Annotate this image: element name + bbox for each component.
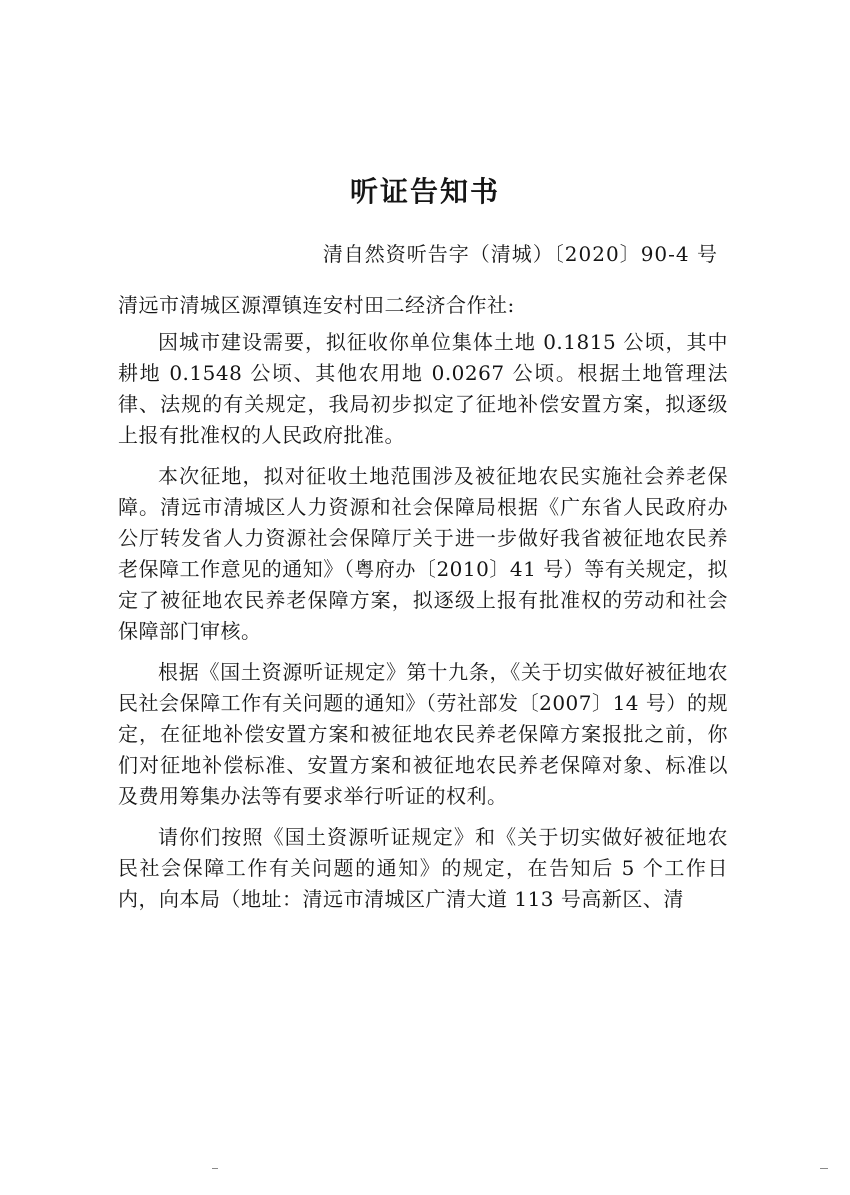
paragraph-2: 本次征地，拟对征收土地范围涉及被征地农民实施社会养老保障。清远市清城区人力资源和社会保障局根据《广东省人民政府办公厅转发省人力资源社会保障厅关于进一步做好我省被征地农民养老保障工作意见的通知》（粤府办〔2010〕41 号）等有关规定，拟定了被征地农民养老保障方案，拟逐级上报有批准权的劳动和社会保障部门审核。	[118, 464, 728, 643]
scan-mark-right	[820, 1168, 828, 1169]
paragraph-1: 因城市建设需要，拟征收你单位集体土地 0.1815 公顷，其中耕地 0.1548 公顷、其他农用地 0.0267 公顷。根据土地管理法律、法规的有关规定，我局初步拟定了征地补偿安置方案，拟逐级上报有批准权的人民政府批准。	[118, 330, 728, 447]
addressee: 清远市清城区源潭镇连安村田二经济合作社:	[118, 293, 515, 317]
document-number: 清自然资听告字（清城）〔2020〕90-4 号	[322, 242, 718, 266]
document-title: 听证告知书	[349, 175, 500, 208]
paragraph-4: 请你们按照《国土资源听证规定》和《关于切实做好被征地农民社会保障工作有关问题的通知》的规定，在告知后 5 个工作日内，向本局（地址：清远市清城区广清大道 113 号高新区、清	[118, 825, 728, 911]
paragraph-3: 根据《国土资源听证规定》第十九条，《关于切实做好被征地农民社会保障工作有关问题的通知》（劳社部发〔2007〕14 号）的规定，在征地补偿安置方案和被征地农民养老保障方案报批之前，你们对征地补偿标准、安置方案和被征地农民养老保障对象、标准以及费用筹集办法等有要求举行听证的权利。	[118, 660, 728, 808]
scan-mark-left	[212, 1168, 218, 1169]
document-body	[118, 290, 728, 925]
